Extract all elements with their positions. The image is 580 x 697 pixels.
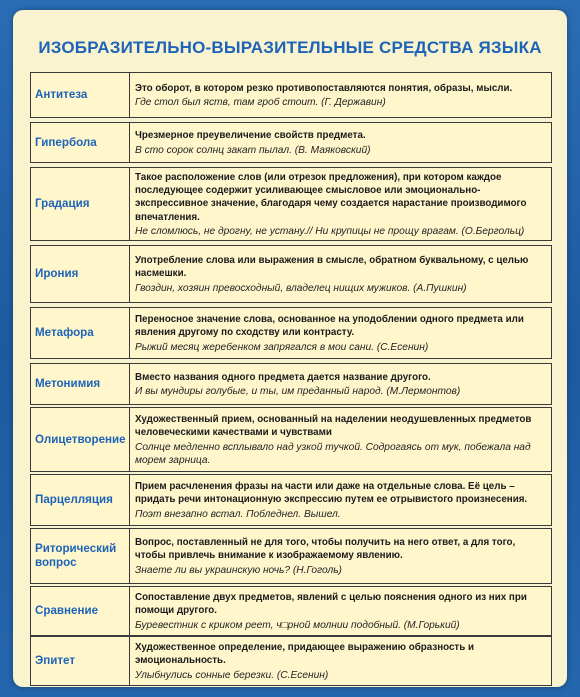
term-label: Риторический вопрос [31, 529, 130, 583]
example-text: Буревестник с криком реет, ч□рной молнии подобный. (М.Горький) [135, 619, 460, 631]
definition-text: Вопрос, поставленный не для того, чтобы получить на него ответ, а для того, чтобы привлечь внимание к изображаемому явлению. [135, 537, 516, 562]
example-text: Гвоздин, хозяин превосходный, владелец нищих мужиков. (А.Пушкин) [135, 282, 467, 294]
term-label: Ирония [31, 246, 130, 302]
example-text: Где стол был яств, там гроб стоит. (Г. Державин) [135, 97, 386, 108]
table-row [30, 363, 552, 405]
term-description [130, 637, 551, 685]
definition-text: Вместо названия одного предмета дается название другого. [135, 371, 431, 383]
example-text: Поэт внезапно встал. Побледнел. Вышел. [135, 508, 341, 520]
term-description [130, 246, 551, 302]
term-description [130, 364, 551, 404]
definition-text: Такое расположение слов (или отрезок предложения), при котором каждое последующее содержит усиливающее смысловое или эмоционально-экспрессивное значение, благодаря чему создается нарастание производимого впечатления. [135, 172, 527, 223]
term-label: Эпитет [31, 637, 130, 685]
table-row [30, 72, 552, 118]
table-row [30, 245, 552, 303]
table-row [30, 407, 552, 472]
definition-text: Прием расчленения фразы на части или даже на отдельные слова. Её цель – придать речи интонационную экспрессию путем ее отрывистого произнесения. [135, 481, 528, 506]
term-label: Градация [31, 168, 130, 240]
term-label: Метафора [31, 308, 130, 358]
example-text: Солнце медленно всплывало над узкой тучкой. Содрогаясь от мук, побежала над морем зарница. [135, 441, 531, 466]
example-text: И вы мундиры голубые, и ты, им преданный народ. (М.Лермонтов) [135, 386, 461, 397]
table-row [30, 122, 552, 163]
definition-text: Переносное значение слова, основанное на уподоблении одного предмета или явления другому по сходству или контрасту. [135, 314, 524, 339]
table-row [30, 307, 552, 359]
term-label: Парцелляция [31, 475, 130, 525]
term-label: Сравнение [31, 587, 130, 635]
term-description [130, 73, 551, 117]
term-label: Метонимия [31, 364, 130, 404]
term-description [130, 408, 551, 471]
definition-text: Сопоставление двух предметов, явлений с целью пояснения одного из них при помощи другого. [135, 592, 527, 617]
example-text: В сто сорок солнц закат пылал. (В. Маяковский) [135, 144, 371, 156]
term-description [130, 587, 551, 635]
term-description [130, 168, 551, 240]
term-label: Олицетворение [31, 408, 130, 471]
definition-text: Это оборот, в котором резко противопоставляются понятия, образы, мысли. [135, 82, 513, 94]
poster-title: ИЗОБРАЗИТЕЛЬНО-ВЫРАЗИТЕЛЬНЫЕ СРЕДСТВА ЯЗЫКА [38, 38, 542, 57]
table-row [30, 167, 552, 241]
term-description [130, 529, 551, 583]
table-row [30, 586, 552, 636]
definition-text: Употребление слова или выражения в смысле, обратном буквальному, с целью насмешки. [135, 255, 529, 280]
definition-text: Художественное определение, придающее выражению образность и эмоциональность. [135, 642, 474, 667]
term-description [130, 123, 551, 162]
example-text: Улыбнулись сонные березки. (С.Есенин) [135, 669, 329, 681]
example-text: Не сломлюсь, не дрогну, не устану.// Ни крупицы не прощу врагам. (О.Бергольц) [135, 225, 525, 237]
poster-panel [13, 10, 567, 687]
definition-text: Художественный прием, основанный на наделении неодушевленных предметов человеческими качествами и чувствами [135, 414, 532, 439]
term-label: Гипербола [31, 123, 130, 162]
table-row [30, 636, 552, 686]
term-description [130, 308, 551, 358]
example-text: Знаете ли вы украинскую ночь? (Н.Гоголь) [135, 564, 342, 576]
table-row [30, 474, 552, 526]
term-description [130, 475, 551, 525]
definition-text: Чрезмерное преувеличение свойств предмета. [135, 130, 366, 142]
example-text: Рыжий месяц жеребенком запрягался в мои сани. (С.Есенин) [135, 341, 429, 353]
table-row [30, 528, 552, 584]
term-label: Антитеза [31, 73, 130, 117]
